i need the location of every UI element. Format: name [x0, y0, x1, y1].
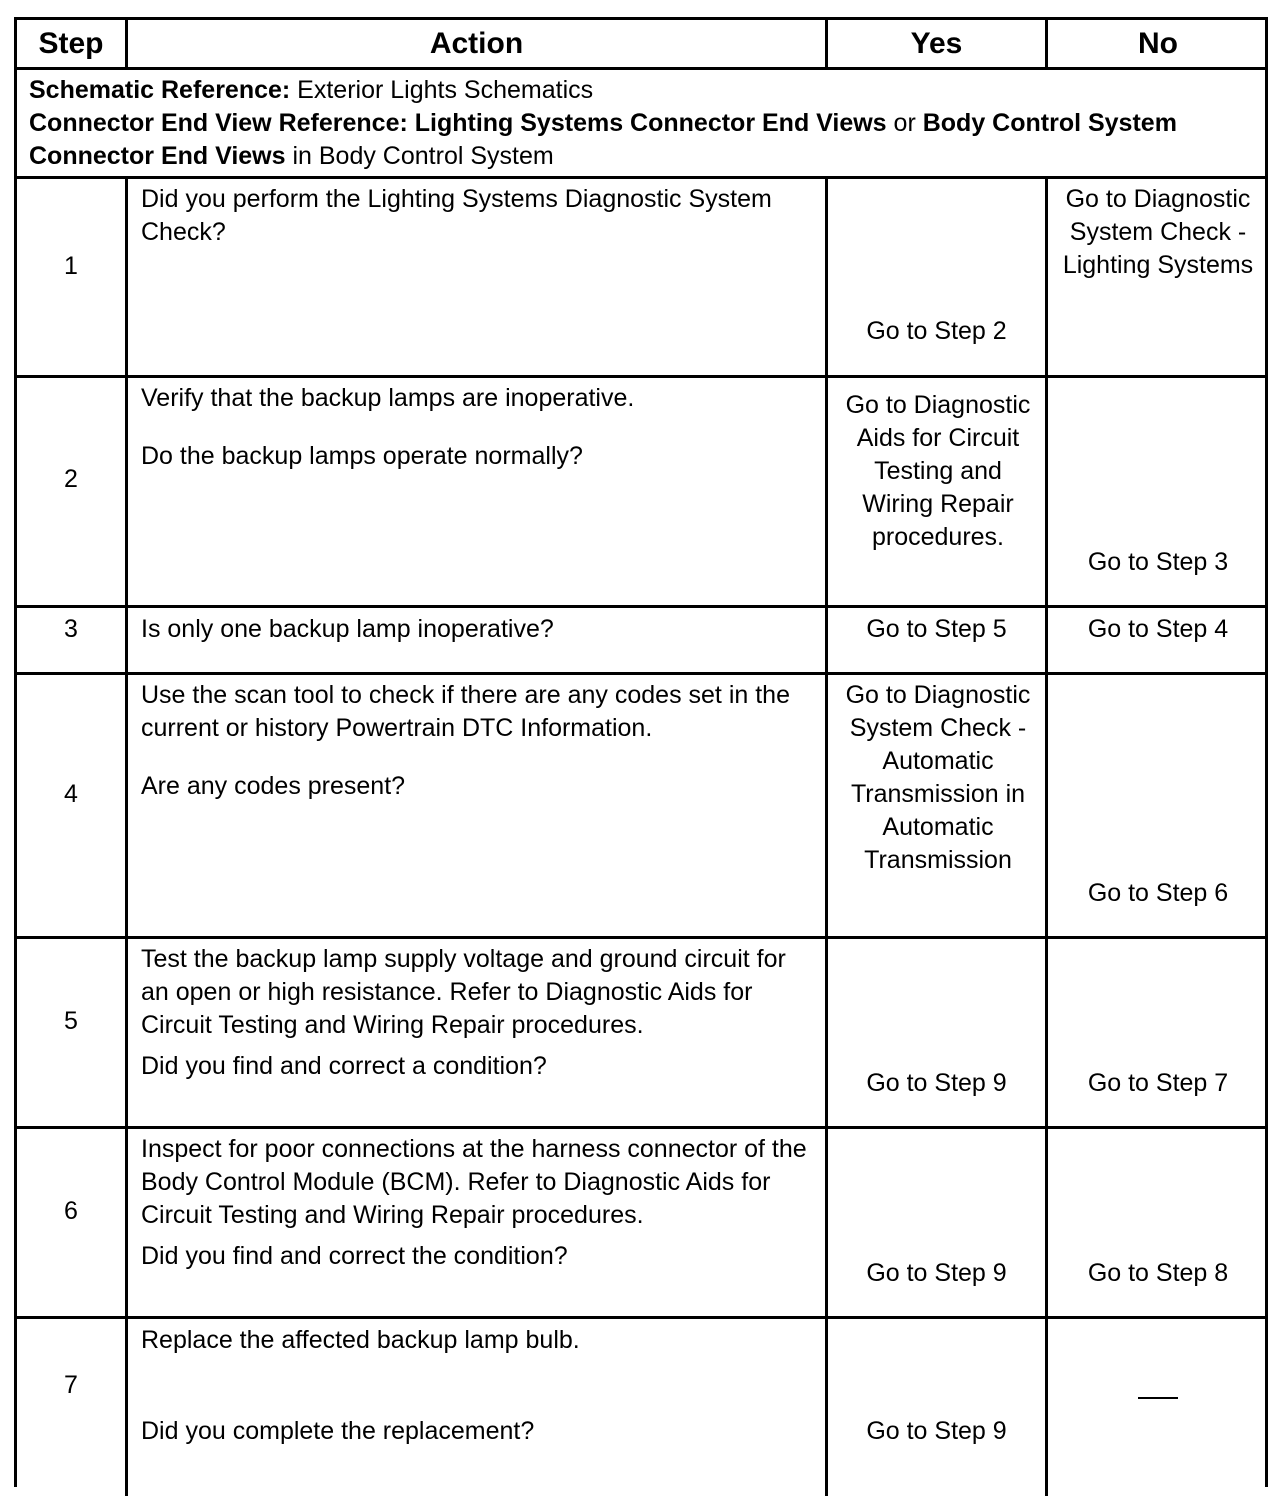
schematic-reference [29, 74, 1249, 107]
connector-reference-tail: in Body Control System [285, 142, 554, 170]
no-result: Go to Step 7 [1087, 1069, 1229, 1097]
column-divider [825, 176, 828, 1496]
action-block [141, 943, 811, 1083]
yes-result: Go to Diagnostic Aids for Circuit Testing and Wiring Repair procedures. [845, 391, 1031, 551]
yes-result: Go to Step 9 [866, 1069, 1007, 1097]
action-block [141, 382, 811, 473]
yes-result: Go to Step 2 [866, 317, 1007, 345]
column-divider [125, 176, 128, 1496]
row-divider [17, 672, 1265, 675]
action-text: Test the backup lamp supply voltage and ground circuit for an open or high resistance. Refer to Diagnostic Aids for Circuit Testing and Wiring Repair procedures. [141, 945, 786, 1039]
action-text: Inspect for poor connections at the harness connector of the Body Control Module (BCM). Refer to Diagnostic Aids for Circuit Testing and Wiring Repair procedures. [141, 1135, 807, 1229]
connector-reference-or: or [886, 109, 923, 137]
action-text: Use the scan tool to check if there are any codes set in the current or history Powertrain DTC Information. [141, 681, 790, 742]
yes-result: Go to Step 5 [866, 615, 1007, 643]
header-yes: Yes [910, 27, 963, 60]
row-divider [17, 1126, 1265, 1129]
diagnostic-table [14, 17, 1268, 1487]
no-result: Go to Step 4 [1087, 615, 1229, 643]
action-text: Replace the affected backup lamp bulb. [141, 1326, 580, 1354]
action-question: Did you find and correct the condition? [141, 1242, 568, 1270]
connector-reference-label: Connector End View Reference: Lighting Systems Connector End Views [29, 109, 887, 137]
step-number: 5 [64, 1007, 78, 1035]
step-number: 2 [64, 465, 78, 493]
action-text: Verify that the backup lamps are inoperative. [141, 384, 635, 412]
row-divider [17, 605, 1265, 608]
connector-reference [29, 107, 1249, 173]
connector-reference-bcm: Body Control System Connector End Views [29, 109, 1177, 170]
step-number: 4 [64, 780, 78, 808]
step-number: 7 [64, 1371, 78, 1399]
step-number: 6 [64, 1197, 78, 1225]
schematic-reference-label: Schematic Reference: [29, 76, 291, 104]
action-question: Are any codes present? [141, 772, 406, 800]
no-result: Go to Diagnostic System Check - Lighting Systems [1062, 185, 1254, 279]
yes-result: Go to Step 9 [866, 1417, 1007, 1445]
reference-block [29, 74, 1249, 173]
no-result-dash [1138, 1397, 1178, 1399]
step-number: 3 [64, 615, 78, 643]
header-no: No [1138, 27, 1178, 60]
action-block [141, 679, 811, 803]
header-action: Action [429, 27, 524, 60]
action-question: Do the backup lamps operate normally? [141, 442, 583, 470]
row-divider [17, 936, 1265, 939]
row-divider [17, 176, 1265, 179]
no-result: Go to Step 8 [1087, 1259, 1229, 1287]
action-text: Did you perform the Lighting Systems Diagnostic System Check? [141, 185, 772, 246]
yes-result: Go to Diagnostic System Check - Automatic Transmission in Automatic Transmission [845, 681, 1031, 874]
header-step: Step [38, 27, 104, 60]
no-result: Go to Step 3 [1087, 548, 1229, 576]
action-block [141, 1133, 816, 1273]
column-divider [1045, 176, 1048, 1496]
action-question: Is only one backup lamp inoperative? [141, 615, 554, 643]
step-number: 1 [64, 252, 78, 280]
row-divider [17, 1316, 1265, 1319]
schematic-reference-value: Exterior Lights Schematics [290, 76, 594, 104]
action-question: Did you find and correct a condition? [141, 1052, 547, 1080]
row-divider [17, 375, 1265, 378]
action-question: Did you complete the replacement? [141, 1417, 535, 1445]
yes-result: Go to Step 9 [866, 1259, 1007, 1287]
no-result: Go to Step 6 [1087, 879, 1229, 907]
